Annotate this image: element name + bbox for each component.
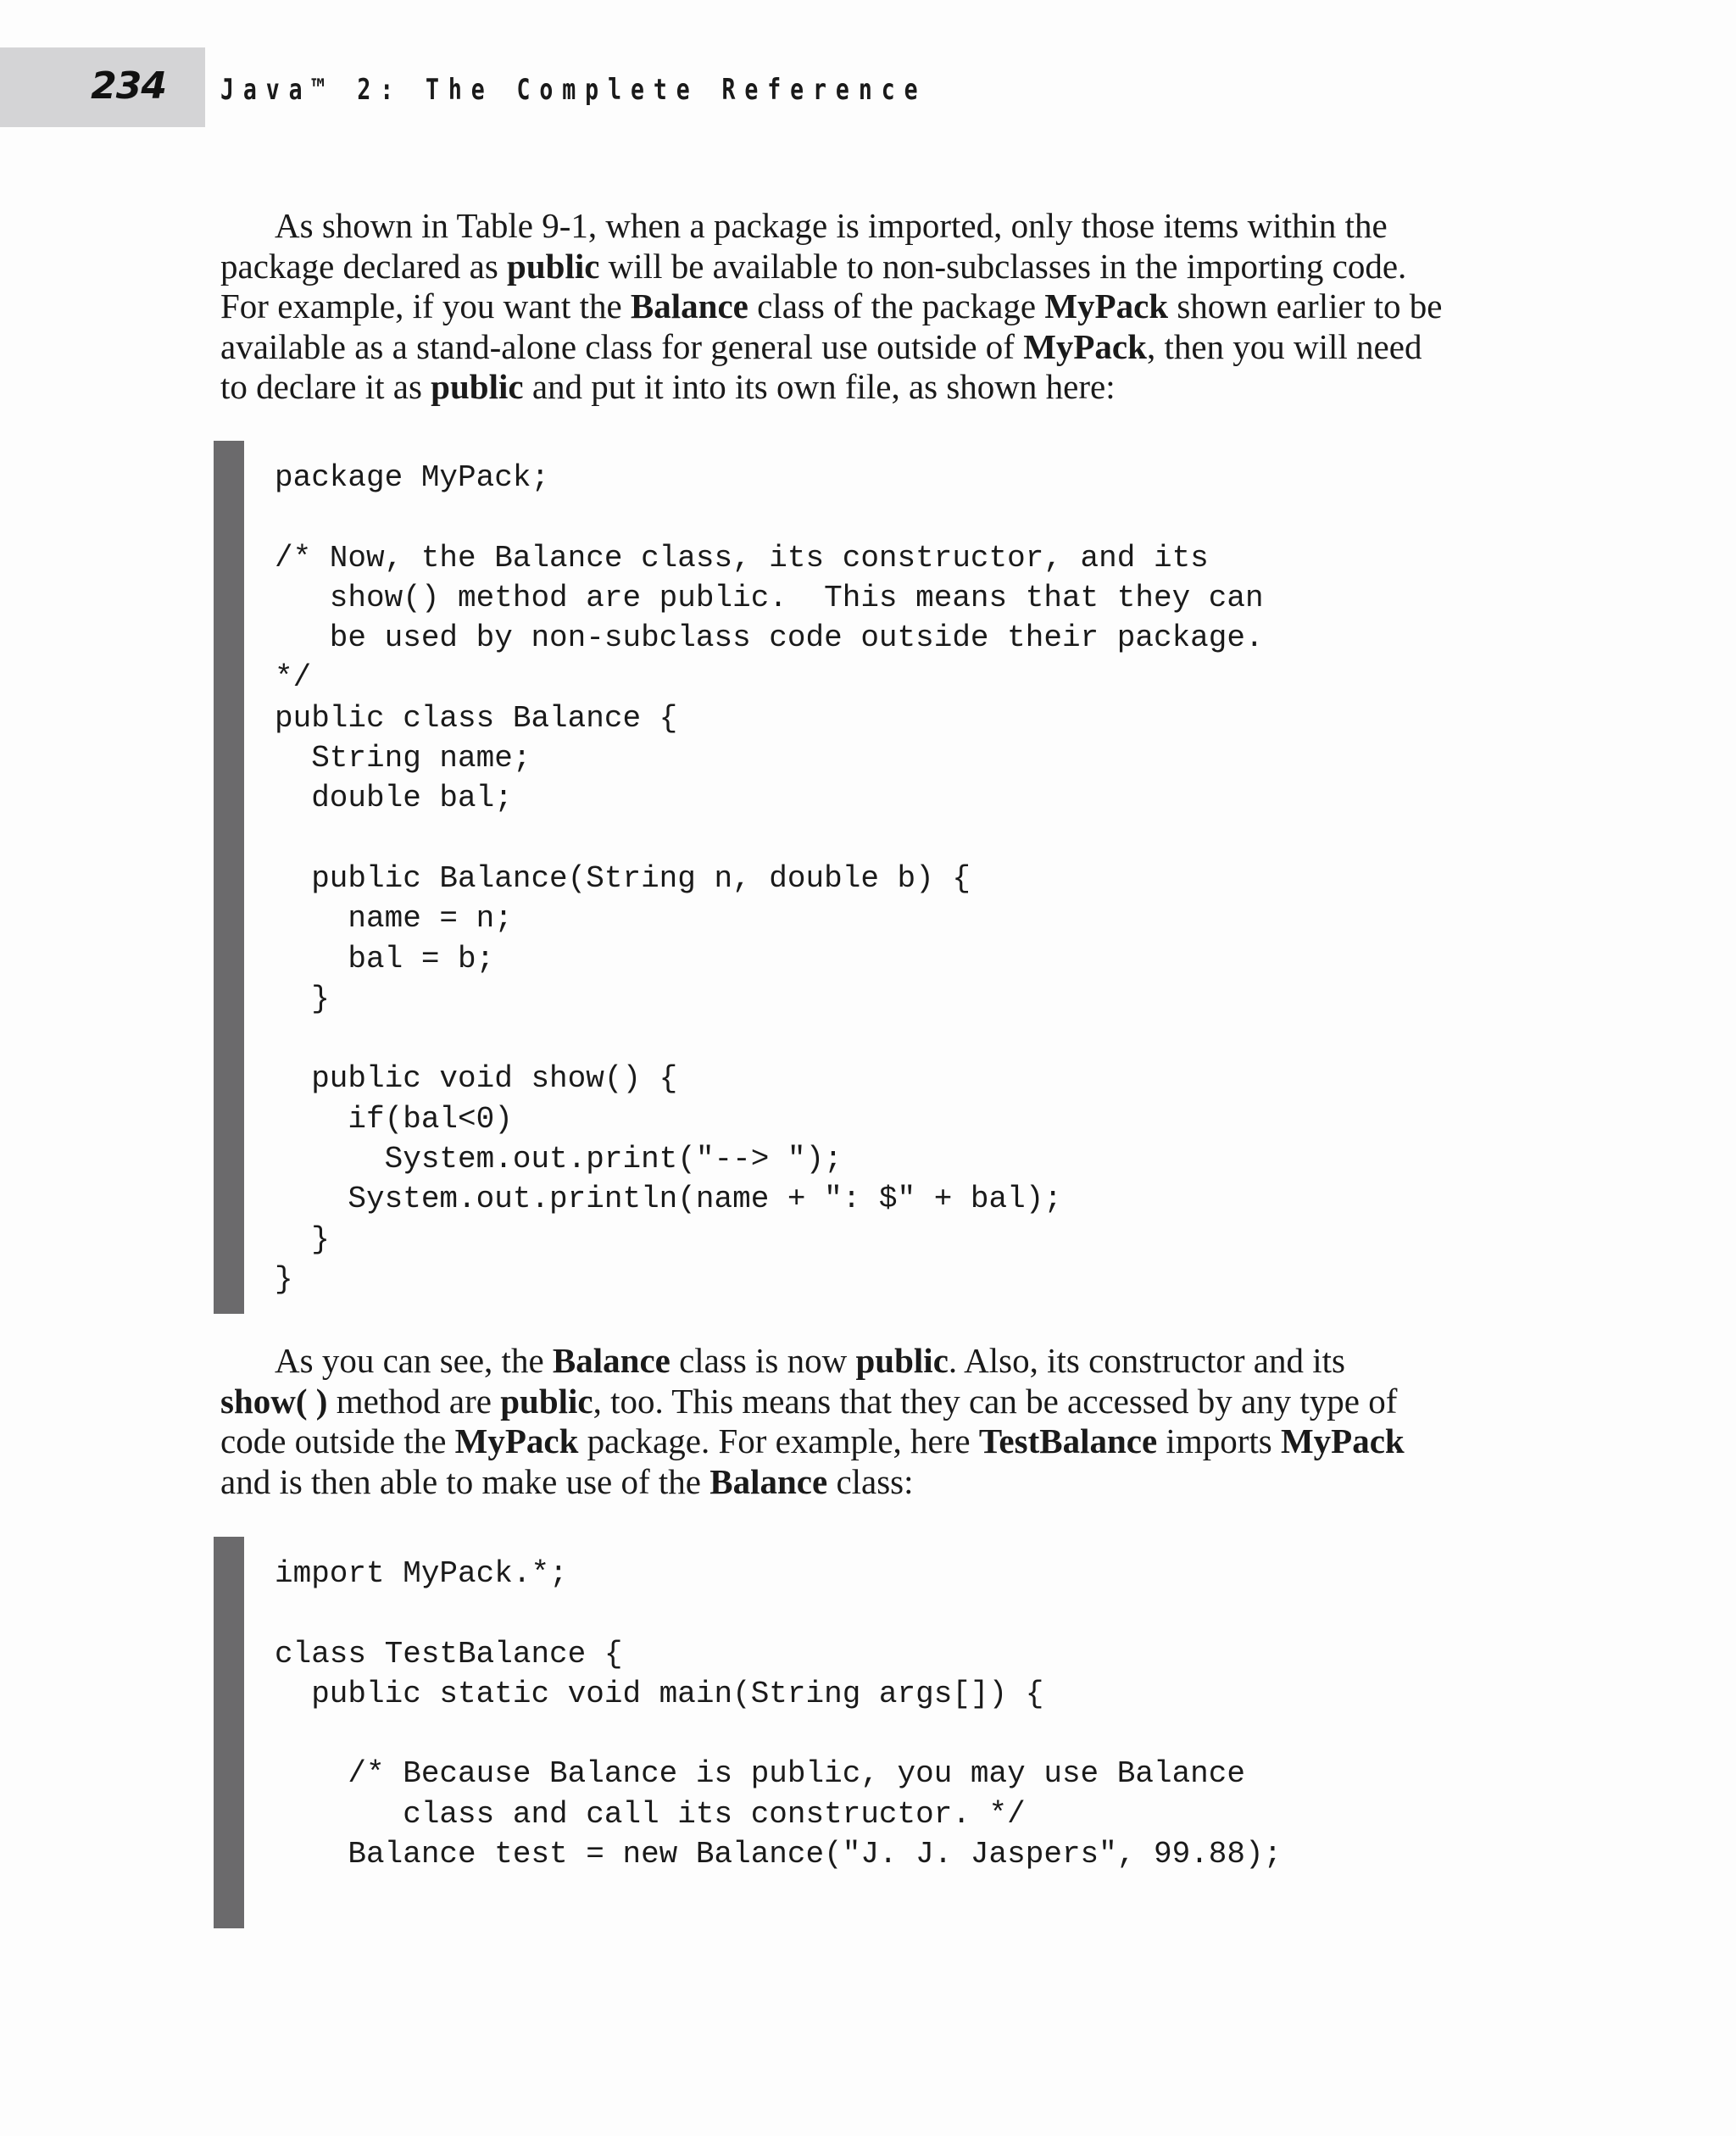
paragraph-line bbox=[220, 247, 1526, 287]
code-line: /* Because Balance is public, you may use Balance bbox=[275, 1756, 1245, 1792]
bold-term: show( ) bbox=[220, 1381, 328, 1421]
text-run: package declared as bbox=[220, 246, 508, 286]
bold-term: Balance bbox=[552, 1341, 670, 1380]
text-run: available as a stand-alone class for general use outside of bbox=[220, 326, 1024, 366]
code-line: public class Balance { bbox=[275, 700, 678, 736]
text-run: , too. This means that they can be accessed by any type of bbox=[593, 1381, 1398, 1421]
code-line: name = n; bbox=[275, 901, 513, 937]
code-line: bal = b; bbox=[275, 941, 495, 976]
code-line: } bbox=[275, 1221, 330, 1257]
code-line: class and call its constructor. */ bbox=[275, 1796, 1026, 1832]
text-run: and is then able to make use of the bbox=[220, 1461, 710, 1501]
body-paragraph-2 bbox=[220, 1341, 1526, 1502]
code-listing-1 bbox=[275, 458, 1264, 1299]
code-line bbox=[275, 498, 1264, 537]
text-run: class: bbox=[827, 1461, 914, 1501]
text-run: For example, if you want the bbox=[220, 286, 631, 325]
text-run: will be available to non-subclasses in the importing code. bbox=[599, 246, 1407, 286]
bold-term: Balance bbox=[630, 286, 748, 325]
code-line: Balance test = new Balance("J. J. Jaspers", 99.88); bbox=[275, 1837, 1283, 1872]
paragraph-line bbox=[220, 327, 1526, 368]
code-listing-2 bbox=[275, 1554, 1282, 1874]
paragraph-line bbox=[220, 206, 1526, 247]
code-line bbox=[275, 1594, 1282, 1633]
code-listing-bar bbox=[214, 1537, 244, 1928]
code-line: public void show() { bbox=[275, 1061, 678, 1097]
text-run: . Also, its constructor and its bbox=[948, 1341, 1345, 1380]
text-run: class is now bbox=[670, 1341, 856, 1380]
code-line: package MyPack; bbox=[275, 460, 550, 495]
text-run: , then you will need bbox=[1146, 326, 1422, 366]
bold-term: Balance bbox=[709, 1461, 828, 1501]
paragraph-line bbox=[220, 286, 1526, 327]
code-line: show() method are public. This means that they can bbox=[275, 580, 1264, 615]
code-line: System.out.println(name + ": $" + bal); bbox=[275, 1182, 1062, 1217]
code-line: class TestBalance { bbox=[275, 1636, 623, 1672]
code-line: double bal; bbox=[275, 781, 513, 816]
bold-term: MyPack bbox=[454, 1421, 579, 1460]
text-run: As shown in Table 9-1, when a package is imported, only those items within the bbox=[275, 206, 1388, 245]
text-run: class of the package bbox=[748, 286, 1045, 325]
page-number-tab bbox=[0, 47, 205, 127]
text-run: and put it into its own file, as shown here: bbox=[523, 367, 1116, 406]
paragraph-line bbox=[220, 1421, 1526, 1462]
code-line bbox=[275, 819, 1264, 859]
bold-term: MyPack bbox=[1044, 286, 1169, 325]
code-line bbox=[275, 1714, 1282, 1754]
code-line: System.out.print("--> "); bbox=[275, 1142, 843, 1177]
text-run: imports bbox=[1157, 1421, 1281, 1460]
bold-term: MyPack bbox=[1023, 326, 1147, 366]
code-line: } bbox=[275, 981, 330, 1016]
text-run: shown earlier to be bbox=[1168, 286, 1443, 325]
paragraph-line bbox=[220, 367, 1526, 408]
text-run: code outside the bbox=[220, 1421, 455, 1460]
code-line: } bbox=[275, 1261, 293, 1297]
page-number: 234 bbox=[91, 64, 166, 108]
code-line: if(bal<0) bbox=[275, 1101, 513, 1137]
code-line: public Balance(String n, double b) { bbox=[275, 860, 971, 896]
text-run: to declare it as bbox=[220, 367, 431, 406]
paragraph-line bbox=[220, 1462, 1526, 1503]
code-line bbox=[275, 1019, 1264, 1059]
bold-term: public bbox=[855, 1341, 949, 1380]
bold-term: public bbox=[507, 246, 600, 286]
code-line: String name; bbox=[275, 741, 531, 776]
paragraph-line bbox=[220, 1382, 1526, 1422]
code-line: public static void main(String args[]) { bbox=[275, 1676, 1044, 1711]
code-line: */ bbox=[275, 660, 312, 696]
bold-term: public bbox=[500, 1381, 593, 1421]
code-line: be used by non-subclass code outside their package. bbox=[275, 620, 1264, 656]
code-listing-bar bbox=[214, 441, 244, 1314]
code-line: import MyPack.*; bbox=[275, 1556, 568, 1591]
bold-term: MyPack bbox=[1280, 1421, 1405, 1460]
paragraph-line bbox=[220, 1341, 1526, 1382]
code-line: /* Now, the Balance class, its constructor, and its bbox=[275, 540, 1209, 576]
text-run: package. For example, here bbox=[578, 1421, 979, 1460]
text-run: As you can see, the bbox=[275, 1341, 553, 1380]
bold-term: TestBalance bbox=[978, 1421, 1158, 1460]
bold-term: public bbox=[431, 367, 524, 406]
text-run: method are bbox=[327, 1381, 501, 1421]
body-paragraph-1 bbox=[220, 206, 1526, 408]
running-head: Java™ 2: The Complete Reference bbox=[220, 73, 927, 107]
